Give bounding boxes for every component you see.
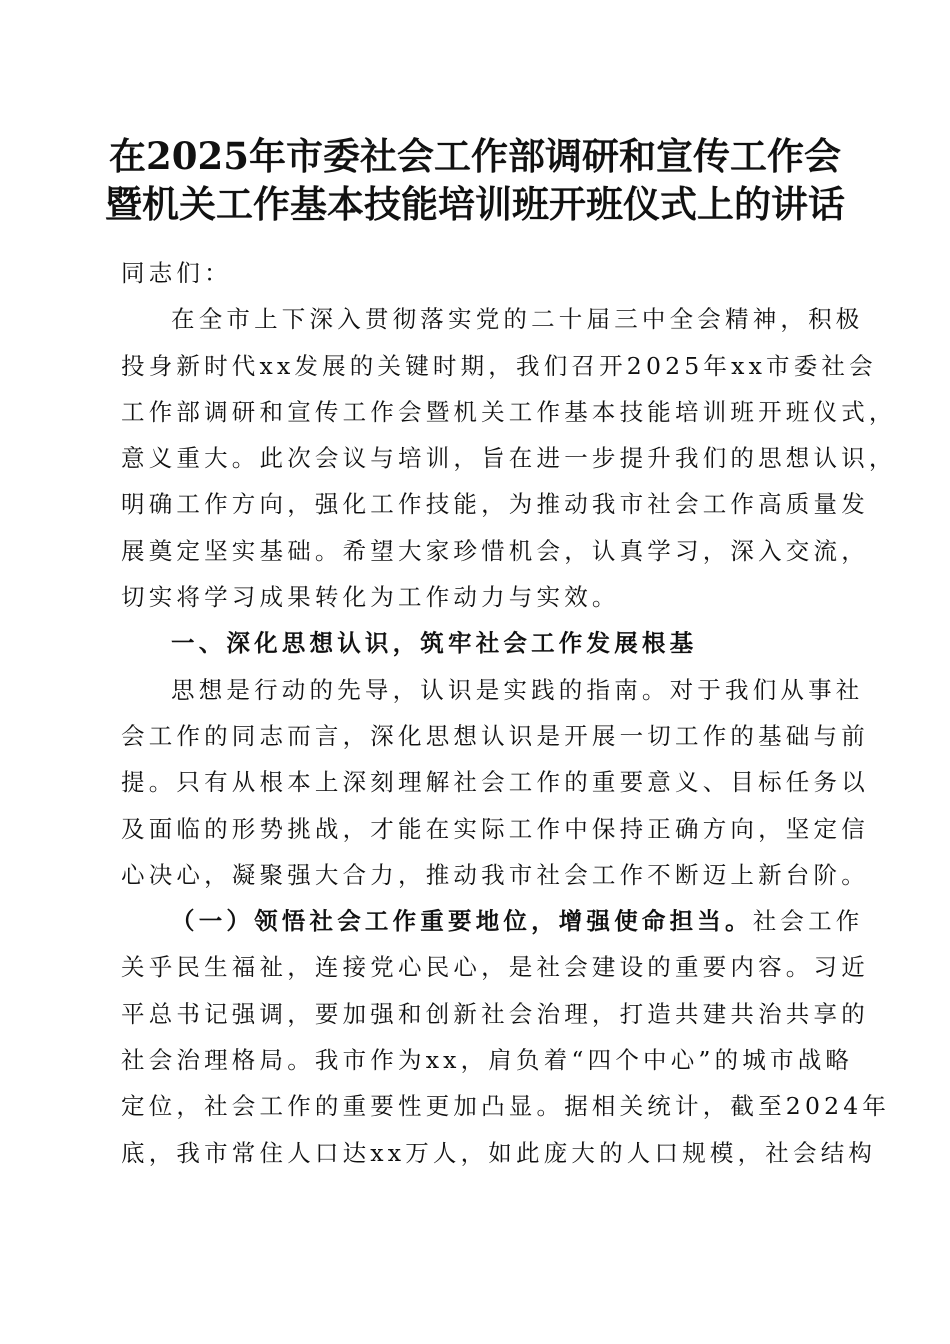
- paragraph-line: 投身新时代xx发展的关键时期，我们召开2025年xx市委社会: [121, 351, 877, 380]
- document-title: [100, 132, 850, 228]
- paragraph-line: 思想是行动的先导，认识是实践的指南。对于我们从事社: [171, 675, 864, 704]
- paragraph-line: 关乎民生福祉，连接党心民心，是社会建设的重要内容。习近: [121, 953, 869, 982]
- paragraph-line: 社会治理格局。我市作为xx，肩负着“四个中心”的城市战略: [121, 1046, 854, 1075]
- title-line-2: 暨机关工作基本技能培训班开班仪式上的讲话: [105, 182, 845, 226]
- paragraph-line: 会工作的同志而言，深化思想认识是开展一切工作的基础与前: [121, 721, 869, 750]
- paragraph-line: 及面临的形势挑战，才能在实际工作中保持正确方向，坚定信: [121, 814, 869, 843]
- paragraph-line: 定位，社会工作的重要性更加凸显。据相关统计，截至2024年: [121, 1092, 891, 1121]
- paragraph-line: 意义重大。此次会议与培训，旨在进一步提升我们的思想认识，: [121, 444, 897, 473]
- paragraph-line: 明确工作方向，强化工作技能，为推动我市社会工作高质量发: [121, 490, 869, 519]
- paragraph-line: 展奠定坚实基础。希望大家珍惜机会，认真学习，深入交流，: [121, 536, 869, 565]
- paragraph-section1: [121, 667, 869, 898]
- subsection-heading: （一）领悟社会工作重要地位，增强使命担当。: [171, 907, 753, 936]
- paragraph-line: 在全市上下深入贯彻落实党的二十届三中全会精神，积极: [171, 305, 864, 334]
- paragraph-intro: [121, 296, 897, 620]
- paragraph-subsection1: [121, 898, 891, 1176]
- paragraph-line: 工作部调研和宣传工作会暨机关工作基本技能培训班开班仪式，: [121, 397, 897, 426]
- paragraph-text: 社会工作: [752, 907, 864, 936]
- greeting: 同志们：: [121, 259, 232, 287]
- document-body: [121, 250, 897, 1176]
- title-line-1: 在2025年市委社会工作部调研和宣传工作会: [109, 134, 841, 178]
- paragraph-line: 提。只有从根本上深刻理解社会工作的重要意义、目标任务以: [121, 768, 869, 797]
- paragraph-line: 底，我市常住人口达xx万人，如此庞大的人口规模，社会结构: [121, 1138, 877, 1167]
- paragraph-line: 心决心，凝聚强大合力，推动我市社会工作不断迈上新台阶。: [121, 860, 869, 889]
- paragraph-line: [121, 898, 864, 944]
- section-heading: 一、深化思想认识，筑牢社会工作发展根基: [171, 629, 698, 658]
- paragraph-line: 平总书记强调，要加强和创新社会治理，打造共建共治共享的: [121, 999, 869, 1028]
- paragraph-line: 切实将学习成果转化为工作动力与实效。: [121, 583, 620, 612]
